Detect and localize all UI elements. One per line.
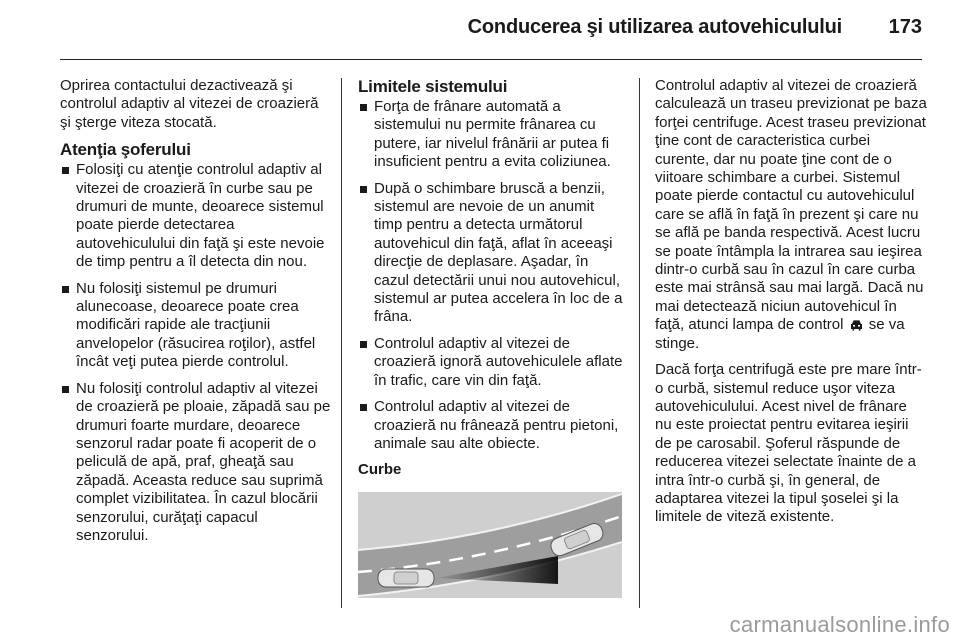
list-item: Nu folosiţi controlul adaptiv al vitezei de croazieră pe ploaie, zăpadă sau pe drumuri foarte murdare, deoarece senzorul radar poate fi acoperit de o peliculă de apă, praf, gheaţă sau zăpadă. Aceasta reduce sau suprimă complet vizibilitatea. În cazul blocării senzorului, curăţaţi capacul senzorului. xyxy=(60,380,332,546)
watermark: carmanualsonline.info xyxy=(729,612,950,637)
column-divider-left xyxy=(341,78,342,608)
curve-paragraph-1-tail: se va stinge. xyxy=(655,316,905,352)
list-item: Nu folosiţi sistemul pe drumuri alunecoase, deoarece poate crea modificări rapide ale tracţiunii anvelopelor (răsucirea roţilor), astfel încât veţi putea pierde controlul. xyxy=(60,280,332,372)
column-middle xyxy=(358,77,626,598)
page-number: 173 xyxy=(888,16,922,38)
column-right xyxy=(655,77,927,535)
column-left xyxy=(60,77,332,553)
section-heading-driver-attention: Atenţia şoferului xyxy=(60,140,191,160)
curve-illustration xyxy=(358,492,622,598)
list-item: Forţa de frânare automată a sistemului nu permite frânarea cu putere, iar nivelul frânării ar putea fi insuficient pentru a evita coliziunea. xyxy=(358,98,626,172)
header-divider xyxy=(60,59,922,60)
column-divider-right xyxy=(639,78,640,608)
list-item: Folosiţi cu atenţie controlul adaptiv al vitezei de croazieră în curbe sau pe drumuri de munte, deoarece sistemul poate pierde detectarea autovehiculului din faţă şi este nevoie de timp pentru a îl detecta din nou. xyxy=(60,161,332,271)
system-limits-list xyxy=(358,98,626,453)
list-item: După o schimbare bruscă a benzii, sistemul are nevoie de un anumit timp pentru a detecta următorul autovehicul din faţă, aflat în aceeaşi direcţie de deplasare. Aşadar, în cazul detectării unui nou autovehicul, sistemul ar putea accelera în loc de a frâna. xyxy=(358,180,626,327)
driver-attention-list xyxy=(60,161,332,545)
page-header-title: Conducerea şi utilizarea autovehiculului xyxy=(467,16,842,38)
list-item: Controlul adaptiv al vitezei de croazieră ignoră autovehiculele aflate în trafic, care vin din faţă. xyxy=(358,335,626,390)
section-heading-system-limits: Limitele sistemului xyxy=(358,77,508,96)
list-item: Controlul adaptiv al vitezei de croazieră nu frânează pentru pietoni, animale sau alte obiecte. xyxy=(358,398,626,453)
subheading-curves: Curbe xyxy=(358,461,402,479)
curve-paragraph-1-text: Controlul adaptiv al vitezei de croazieră calculează un traseu previzionat pe baza forţei centrifuge. Acest traseu previzionat ţine cont de caracteristica curbei curente, dar nu poate ţine cont de o viitoare schimbare a curbei. Sistemul poate pierde contactul cu autovehiculul care se află în faţă în prezent şi care nu se află pe banda respectivă. Acest lucru se poate întâmpla la intrarea sau ieşirea dintr-o curbă sau în cazul în care curba este mai strânsă sau mai largă. Dacă nu mai detectează niciun autovehicul în faţă, atunci lampa de control xyxy=(655,77,927,334)
curve-paragraph-2: Dacă forţa centrifugă este pre mare într-o curbă, sistemul reduce uşor viteza autovehiculului. Acest nivel de frânare nu este proiectat pentru evitarea ieşirii de pe carosabil. Şoferul răspunde de reducerea vitezei selectate înainte de a intra într-o curbă şi, în general, de adaptarea vitezei la tipul şoselei şi la limitele de viteză existente. xyxy=(655,361,922,526)
curve-paragraph-1 xyxy=(655,77,927,353)
vehicle-ahead-icon xyxy=(850,319,863,331)
intro-paragraph: Oprirea contactului dezactivează şi controlul adaptiv al vitezei de croazieră şi şterge viteza stocată. xyxy=(60,77,319,131)
car-left-icon xyxy=(378,569,434,587)
